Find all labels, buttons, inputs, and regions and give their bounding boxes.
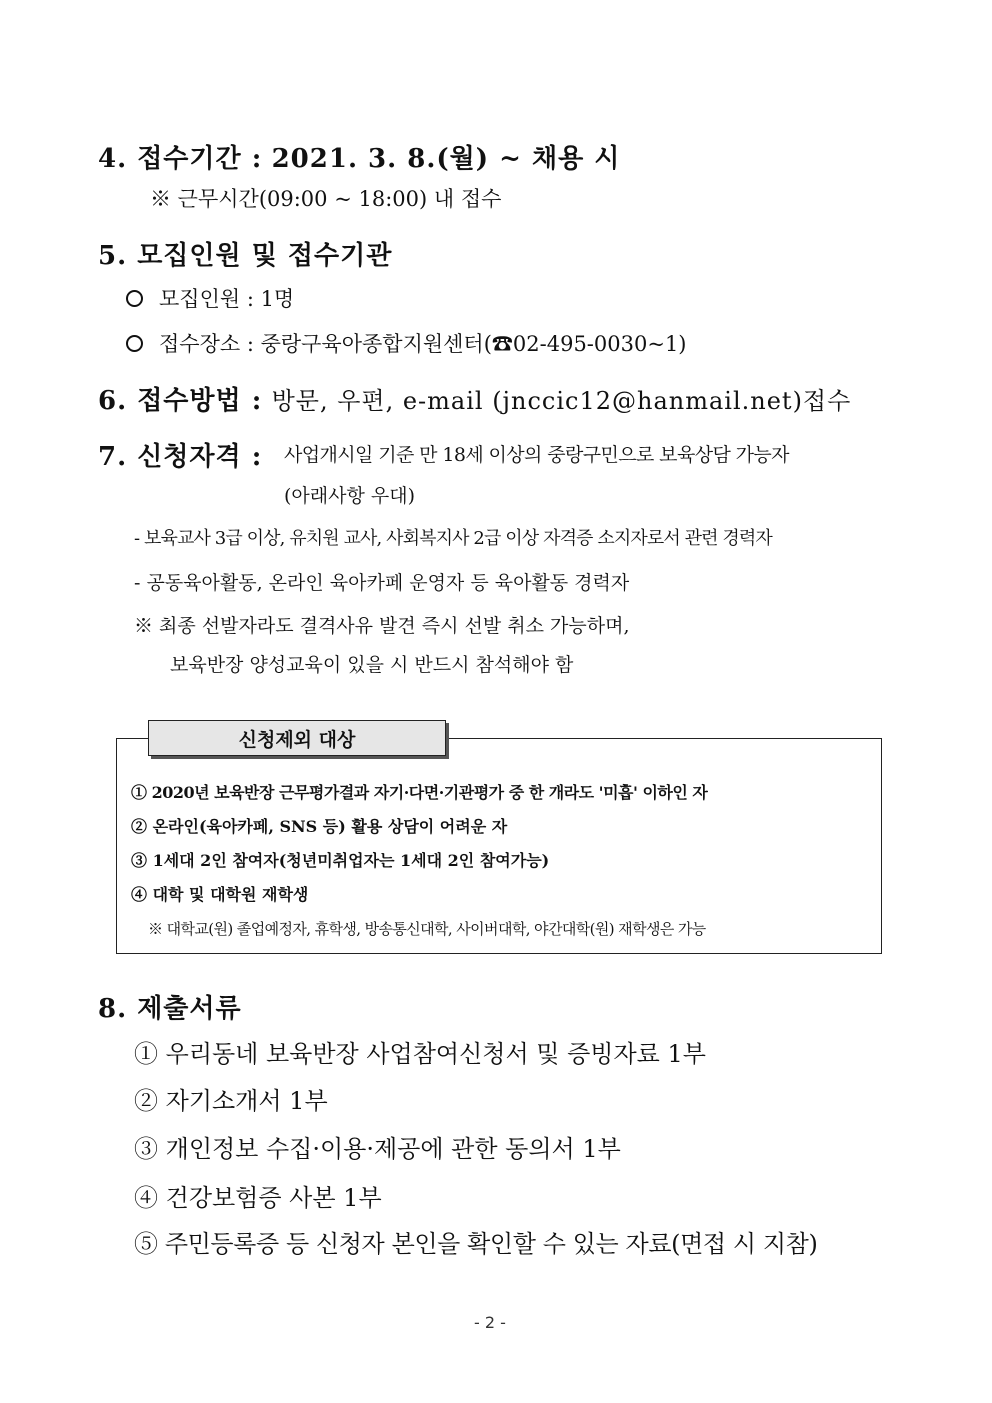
exclusion-item: ① 2020년 보육반장 근무평가결과 자기·다면·기관평가 중 한 개라도 '미흡' 이하인 자 <box>131 783 708 802</box>
section-7-bullet: - 공동육아활동, 온라인 육아카페 운영자 등 육아활동 경력자 <box>134 572 630 594</box>
exclusion-item: ② 온라인(육아카페, SNS 등) 활용 상담이 어려운 자 <box>131 817 508 836</box>
section-5-item-text: 접수장소 : 중랑구육아종합지원센터(☎02-495-0030~1) <box>159 332 687 356</box>
exclusion-item: ③ 1세대 2인 참여자(청년미취업자는 1세대 2인 참여가능) <box>131 851 550 870</box>
section-4-note: ※ 근무시간(09:00 ~ 18:00) 내 접수 <box>150 187 502 211</box>
section-6-text: 방문, 우편, e-mail (jnccic12@hanmail.net)접수 <box>271 387 852 415</box>
section-8-item: ② 자기소개서 1부 <box>134 1087 328 1115</box>
section-4-heading <box>98 138 620 175</box>
section-8-heading: 8. 제출서류 <box>98 994 242 1024</box>
section-7-note: ※ 최종 선발자라도 결격사유 발견 즉시 선발 취소 가능하며, <box>134 615 630 637</box>
section-6-label: 6. 접수방법 : <box>98 386 263 416</box>
section-7-line2: (아래사항 우대) <box>284 485 415 507</box>
section-4-label: 4. 접수기간 : <box>98 144 263 174</box>
exclusion-note: ※ 대학교(원) 졸업예정자, 휴학생, 방송통신대학, 사이버대학, 야간대학(원) 재학생은 가능 <box>148 920 706 938</box>
exclusion-item: ④ 대학 및 대학원 재학생 <box>131 885 309 904</box>
section-5-item <box>126 283 294 313</box>
section-5-item-text: 모집인원 : 1명 <box>159 287 295 311</box>
section-5-heading: 5. 모집인원 및 접수기관 <box>98 241 393 271</box>
section-4-period: 2021. 3. 8.(월) ~ 채용 시 <box>271 144 621 174</box>
section-7-heading <box>98 436 262 473</box>
section-8-item: ④ 건강보험증 사본 1부 <box>134 1184 382 1212</box>
section-7-note: 보육반장 양성교육이 있을 시 반드시 참석해야 함 <box>170 654 574 676</box>
exclusion-title: 신청제외 대상 <box>148 720 446 756</box>
section-7-bullet: - 보육교사 3급 이상, 유치원 교사, 사회복지사 2급 이상 자격증 소지자로서 관련 경력자 <box>134 528 772 549</box>
section-8-item: ③ 개인정보 수집·이용·제공에 관한 동의서 1부 <box>134 1135 621 1163</box>
section-8-item: ① 우리동네 보육반장 사업참여신청서 및 증빙자료 1부 <box>134 1040 706 1068</box>
section-8-item: ⑤ 주민등록증 등 신청자 본인을 확인할 수 있는 자료(면접 시 지참) <box>134 1230 818 1258</box>
page-number: - 2 - <box>474 1313 506 1332</box>
section-6-heading <box>98 380 851 417</box>
section-7-label: 7. 신청자격 : <box>98 442 263 472</box>
circle-bullet-icon <box>126 290 143 307</box>
section-7-line1: 사업개시일 기준 만 18세 이상의 중랑구민으로 보육상담 가능자 <box>284 444 789 466</box>
circle-bullet-icon <box>126 335 143 352</box>
section-5-item <box>126 328 687 358</box>
